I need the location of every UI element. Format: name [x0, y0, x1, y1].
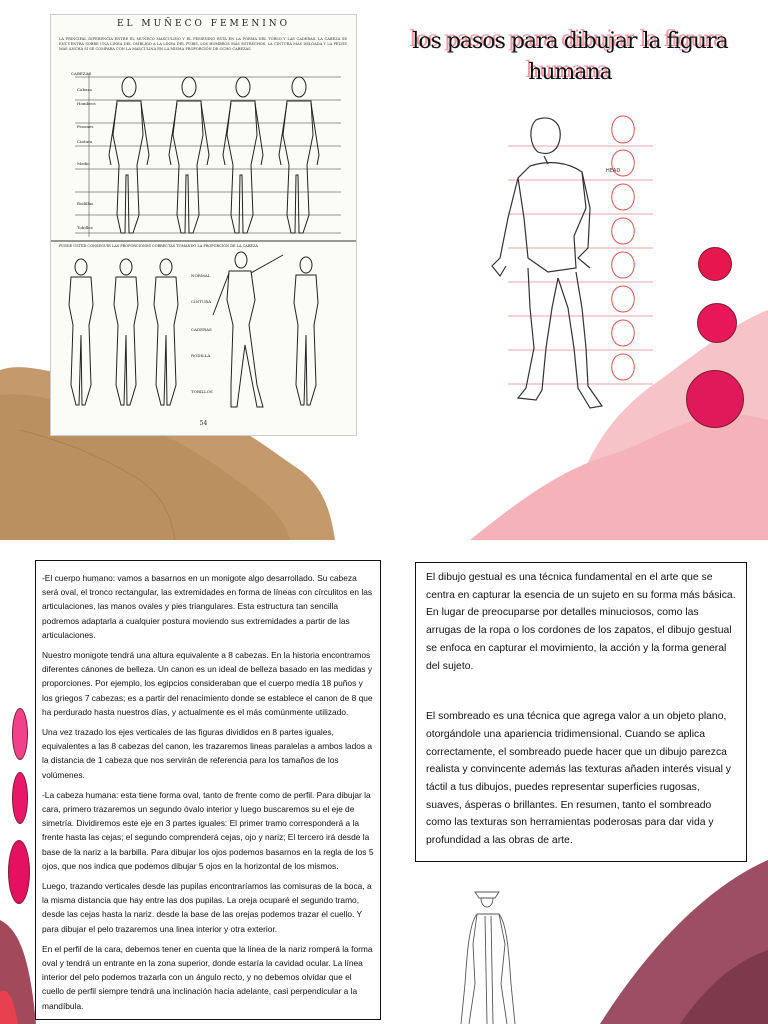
fashion-figure	[415, 884, 575, 1024]
page-title: los pasos para dibujar la figura humana	[412, 29, 728, 85]
mannequin-figure	[478, 108, 658, 418]
plate-page-number: 54	[199, 420, 208, 427]
svg-text:CADERAS: CADERAS	[191, 327, 212, 332]
figure-2	[169, 77, 209, 233]
pink-oval-2	[12, 772, 28, 824]
plate-text: LA PRINCIPAL DIFERENCIA ENTRE EL MUÑECO MASCULINO Y EL FEMENINO ESTÁ EN LA FORMA DEL TORSO Y LAS CADERAS. LA CABEZA SE ENCUENTRA SOBRE UNA LINEA DEL OMBLIGO A LA LINEA DEL PUBIS, LOS HOMBROS MÁS ESTRECHOS, LA CINTURA MÁS DELGADA Y LA PELVIS MÁS ANCHA SI SE COMPARA CON LA MASCULINA EN LA MISMA PROPORCIÓN DE OCHO CABEZAS.	[59, 37, 347, 51]
svg-text:Rodillas: Rodillas	[77, 201, 94, 206]
figure-8	[213, 252, 283, 407]
paragraph-pupilas: Luego, trazando verticales desde las pupilas encontraríamos las comisuras de la boca, a la misma distancia que hay entre las dos pupilas. La oreja ocuparé el segundo tramo, desde las cejas hasta la nariz. desde la base de las orejas podemos trazar el cuello. Y para dibujar el pelo trazaremos una linea interior y otra exterior.	[42, 881, 372, 934]
pink-dot-3	[686, 370, 744, 428]
figure-6	[114, 259, 138, 405]
right-text-box	[415, 562, 747, 862]
paragraph-sombreado: El sombreado es una técnica que agrega valor a un objeto plano, otorgándole una apariencia tridimensional. Cuando se aplica correctamente, el sombreado puede hacer que un dibujo parezca realista y convincente además las texturas añaden interés visual y táctil a tus dibujos, puedes representar superficies rugosas, suaves, ásperas o brillantes. En resumen, tanto el sombreado como las texturas son herramientas poderosas para dar vida y profundidad a las obras de arte.	[426, 711, 731, 847]
paragraph-dibujo-gestual: El dibujo gestual es una técnica fundamental en el arte que se centra en capturar la esencia de un sujeto en su forma más básica. En lugar de preocuparse por detalles minuciosos, como las arrugas de la ropa o los cordones de los zapatos, el dibujo gestual se enfoca en capturar el movimiento, la acción y la forma general del sujeto.	[426, 572, 736, 672]
plate-title: EL MUÑECO FEMENINO	[116, 19, 291, 29]
figure-7	[154, 259, 178, 405]
svg-text:HEAD: HEAD	[606, 168, 621, 174]
left-text-box	[35, 560, 381, 1020]
figure-5	[69, 259, 93, 405]
figure-1	[109, 77, 149, 233]
pink-oval-3	[8, 840, 30, 904]
figure-9	[294, 257, 318, 405]
svg-text:Cintura: Cintura	[77, 139, 93, 144]
svg-text:Tobillos: Tobillos	[77, 225, 93, 230]
svg-text:Medio: Medio	[77, 161, 90, 166]
svg-text:Hombros: Hombros	[77, 101, 96, 106]
pink-dot-2	[697, 303, 737, 343]
bottom-page	[0, 540, 768, 1024]
svg-text:Cabeza: Cabeza	[77, 87, 92, 92]
anatomy-plate	[50, 14, 357, 436]
paragraph-cuerpo-humano: -El cuerpo humano: vamos a basarnos en un monigote algo desarrollado. Su cabeza será oval, el tronco rectangular, las extremidades en forma de líneas con círculitos en las articulaciones, las manos ovales y pies triangulares. Esta estructura tan sencilla podremos adaptarla a cualquier postura moviendo sus extremidades a partir de las articulaciones.	[42, 573, 373, 640]
paragraph-canon: Nuestro monigote tendrá una altura equivalente a 8 cabezas. En la historia encontramos diferentes cánones de belleza. Un canon es un ideal de belleza basado en las medidas y proporciones. Por ejemplo, los egipcios consideraban que el cuerpo medía 18 puños y los griegos 7 cabezas; es a partir del renacimiento donde se establece el canon de 8 que ha perdurado hasta nuestros días, y actualmente es el más comúnmente utilizado.	[42, 650, 373, 717]
svg-text:PUEDE USTED CONSEGUIR LAS PROP: PUEDE USTED CONSEGUIR LAS PROPORCIONES CORRECTAS TOMANDO LA PROPORCIÓN DE LA CABEZA	[59, 244, 258, 248]
pink-oval-1	[12, 708, 28, 760]
svg-text:Pezones: Pezones	[77, 124, 94, 129]
svg-text:NORMAL: NORMAL	[191, 273, 211, 278]
figure-3	[223, 77, 263, 233]
svg-text:TOBILLOS: TOBILLOS	[191, 389, 213, 394]
paragraph-ejes: Una vez trazado los ejes verticales de las figuras divididos en 8 partes iguales, equivalentes a las 8 cabezas del canon, les trazaremos lineas paralelas a ambos lados a la distancia de 1 cabeza que nos servirán de referencia para los tamaños de los volúmenes.	[42, 727, 373, 780]
figure-4	[279, 77, 319, 233]
svg-text:CINTURA: CINTURA	[191, 299, 212, 304]
paragraph-perfil: En el perfil de la cara, debemos tener en cuenta que la linea de la nariz romperá la forma oval y tendrá un entrante en la zona superior, donde estaría la cavidad ocular. La línea interior del pelo podemos trazarla con un ángulo recto, y no debemos olvidar que el cuello de perfil siempre tendrá una inclinación hacia adelante, casi perpendicular a la mandíbula.	[42, 943, 373, 1011]
pink-dot-1	[698, 247, 732, 281]
svg-text:CABEZAS: CABEZAS	[71, 71, 92, 76]
svg-text:RODILLA: RODILLA	[191, 353, 211, 358]
plate-figures	[51, 15, 356, 415]
paragraph-cabeza: -La cabeza humana: esta tiene forma oval, tanto de frente como de perfil. Para dibujar la cara, primero trazaremos un segundo óvalo interior y luego buscaremos su el eje de simetría. Dividiremos este eje en 3 partes iguales: El primer tramo corresponderá a la frente hasta las cejas; el segundo comprenderá cejas, ojo y nariz; El tercero irá desde la base de la nariz a la barbilla. Para dibujar los ojos podemos basarnos en la regla de los 5 ojos, que nos indica que podemos dibujar 5 ojos en la horizontal de los mismos.	[42, 789, 374, 871]
